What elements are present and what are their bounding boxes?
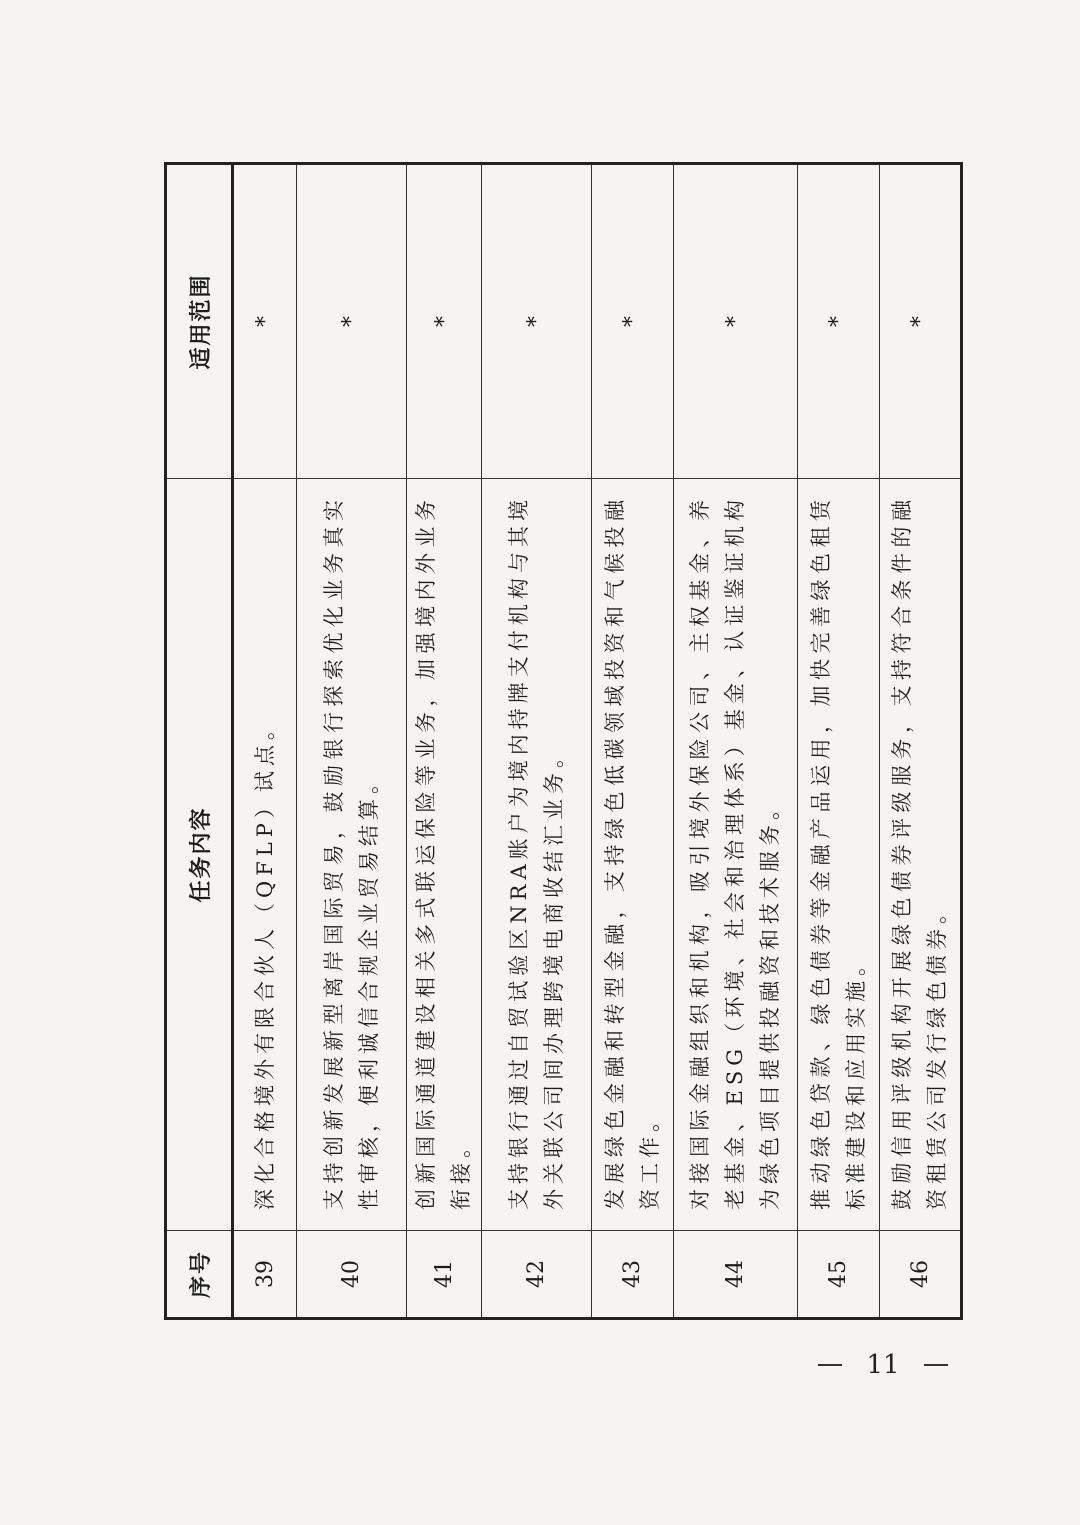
row-num: 43	[592, 1231, 674, 1319]
row-num: 46	[880, 1231, 962, 1319]
table-row	[798, 164, 880, 1319]
rotated-page-area	[164, 165, 949, 1320]
row-task: 创新国际通道建设相关多式联运保险等业务，加强境内外业务衔接。	[407, 479, 482, 1231]
row-task: 对接国际金融组织和机构，吸引境外保险公司、主权基金、养老基金、ESG（环境、社会和治理体系）基金、认证鉴证机构为绿色项目提供投融资和技术服务。	[674, 479, 798, 1231]
task-table-sheet	[164, 165, 949, 1320]
row-task: 鼓励信用评级机构开展绿色债券评级服务，支持符合条件的融资租赁公司发行绿色债券。	[880, 479, 962, 1231]
page-number-value: 11	[866, 1350, 900, 1380]
row-scope: *	[407, 164, 482, 479]
row-num: 40	[297, 1231, 407, 1319]
table-header-row	[166, 164, 233, 1319]
row-scope: *	[798, 164, 880, 479]
row-num: 39	[233, 1231, 297, 1319]
row-scope: *	[592, 164, 674, 479]
page-number-dash-right	[924, 1364, 948, 1366]
row-scope: *	[482, 164, 592, 479]
header-num: 序号	[166, 1231, 233, 1319]
row-num: 42	[482, 1231, 592, 1319]
table-row	[482, 164, 592, 1319]
row-task: 推动绿色贷款、绿色债券等金融产品运用，加快完善绿色租赁标准建设和应用实施。	[798, 479, 880, 1231]
row-task: 深化合格境外有限合伙人（QFLP）试点。	[233, 479, 297, 1231]
row-num: 41	[407, 1231, 482, 1319]
row-scope: *	[674, 164, 798, 479]
page-number	[818, 1350, 948, 1380]
table-row	[674, 164, 798, 1319]
header-task: 任务内容	[166, 479, 233, 1231]
row-task: 支持银行通过自贸试验区NRA账户为境内持牌支付机构与其境外关联公司间办理跨境电商收结汇业务。	[482, 479, 592, 1231]
row-scope: *	[880, 164, 962, 479]
table-row	[592, 164, 674, 1319]
table-row	[297, 164, 407, 1319]
row-num: 45	[798, 1231, 880, 1319]
task-table	[164, 162, 963, 1320]
table-row	[233, 164, 297, 1319]
header-scope: 适用范围	[166, 164, 233, 479]
row-task: 支持创新发展新型离岸国际贸易，鼓励银行探索优化业务真实性审核，便利诚信合规企业贸易结算。	[297, 479, 407, 1231]
row-task: 发展绿色金融和转型金融，支持绿色低碳领域投资和气候投融资工作。	[592, 479, 674, 1231]
page-number-dash-left	[818, 1364, 842, 1366]
row-scope: *	[233, 164, 297, 479]
table-row	[407, 164, 482, 1319]
row-num: 44	[674, 1231, 798, 1319]
row-scope: *	[297, 164, 407, 479]
table-row	[880, 164, 962, 1319]
